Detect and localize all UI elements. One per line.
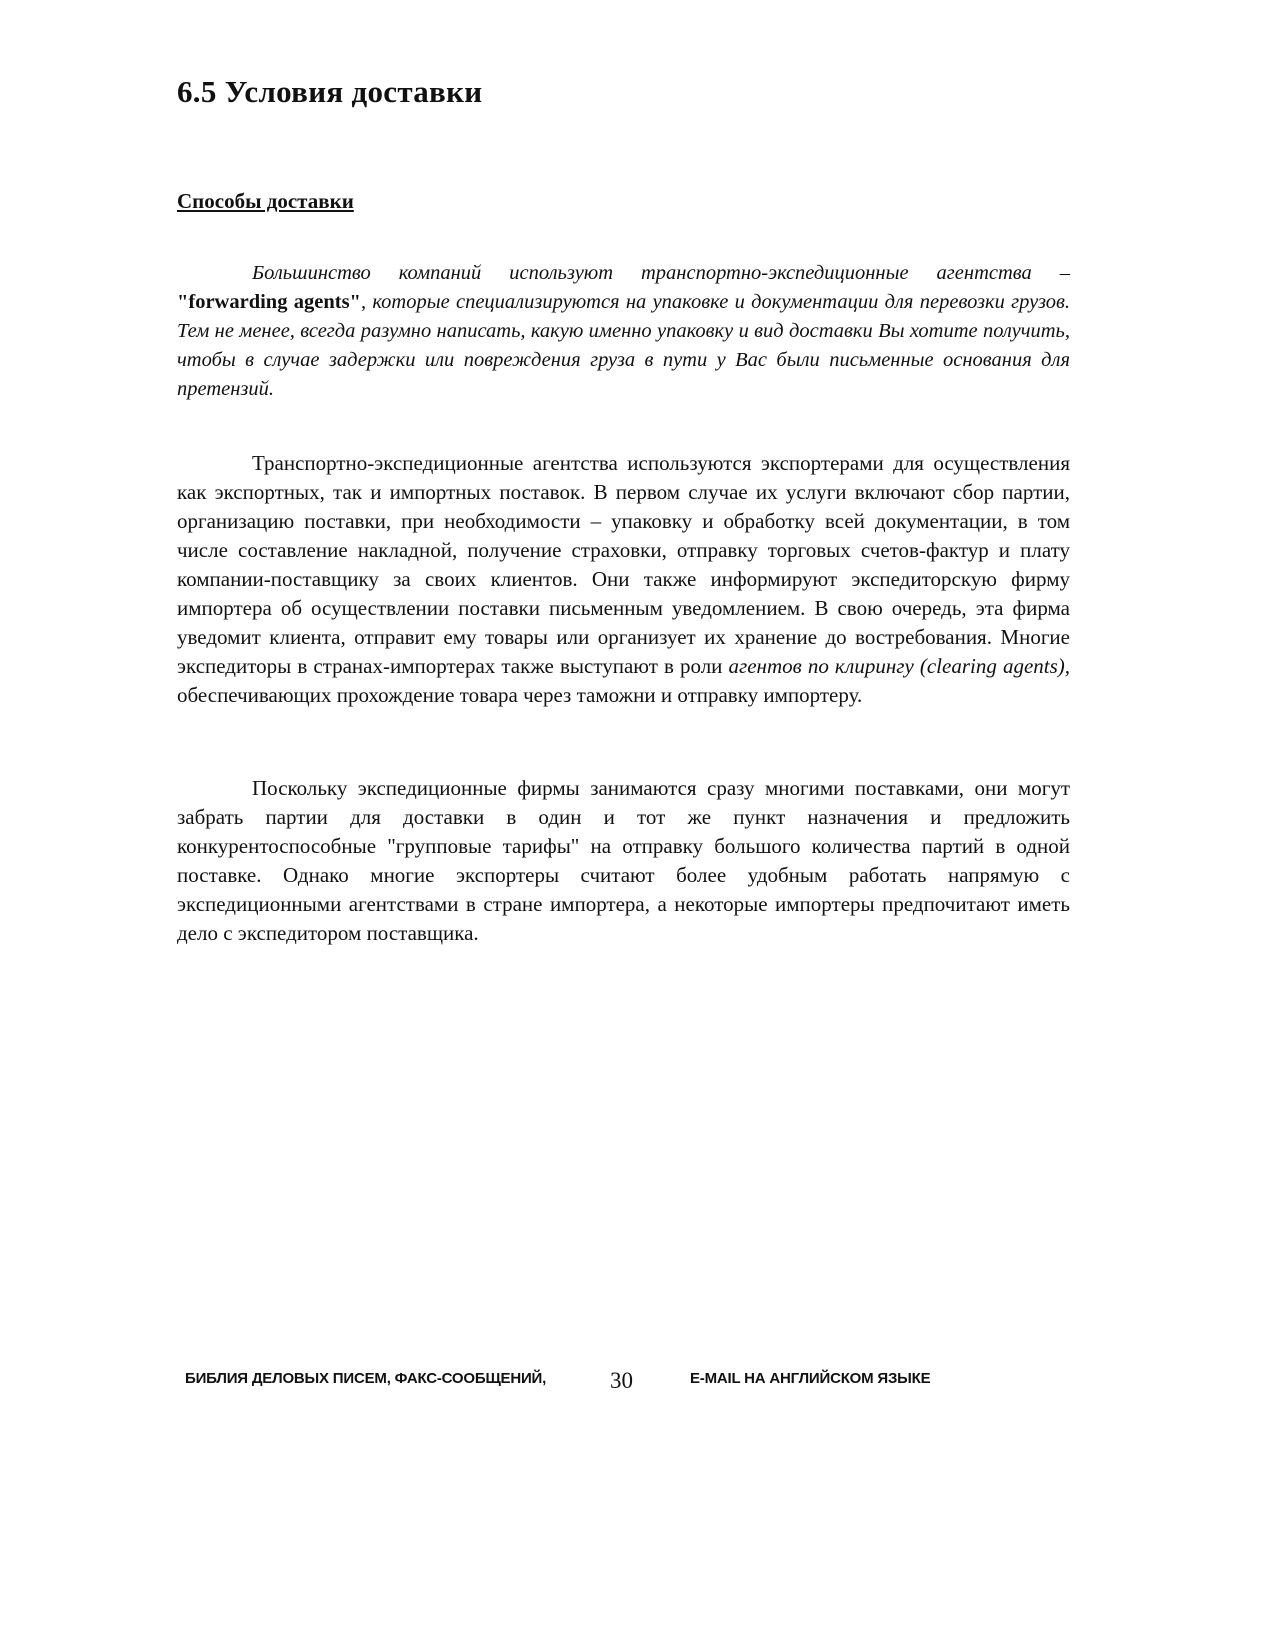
italic-intro-paragraph (177, 259, 1070, 404)
italic-intro-text-end: , которые специализируются на упаковке и документации для перевозки грузов. Тем не менее, всегда разумно написать, какую именно упаковку и вид доставки Вы хотите получить, чтобы в случае задержки или повреждения груза в пути у Вас были письменные основания для претензий. (177, 291, 1070, 400)
section-title: 6.5 Условия доставки (177, 74, 483, 109)
body-paragraph-2: Поскольку экспедиционные фирмы занимаются сразу многими поставками, они могут забрать партии для доставки в один и тот же пункт назначения и предложить конкурентоспособные "групповые тарифы" на отправку большого количества партий в одной поставке. Однако многие экспортеры считают более удобным работать напрямую с экспедиционными агентствами в стране импортера, а некоторые импортеры предпочитают иметь дело с экспедитором поставщика. (177, 776, 1070, 945)
page-content (177, 72, 1071, 945)
body-paragraph-1-end: обеспечивающих прохождение товара через таможни и отправку импортеру. (177, 683, 863, 707)
footer-book-title-right: E-MAIL НА АНГЛИЙСКОМ ЯЗЫКЕ (690, 1370, 931, 1387)
clearing-agents-term: агентов по клирингу (clearing agents), (728, 654, 1071, 678)
page-number: 30 (610, 1368, 633, 1393)
italic-intro-text-start: Большинство компаний используют транспортно-экспедиционные агентства – (252, 262, 1070, 284)
forwarding-agents-term: "forwarding agents" (177, 291, 361, 313)
page-footer (185, 1364, 945, 1394)
body-paragraph-1-start: Транспортно-экспедиционные агентства используются экспортерами для осуществления как экспортных, так и импортных поставок. В первом случае их услуги включают сбор партии, организацию поставки, при необходимости – упаковку и обработку всей документации, в том числе составление накладной, получение страховки, отправку торговых счетов-фактур и плату компании-поставщику за своих клиентов. Они также информируют экспедиторскую фирму импортера об осуществлении поставки письменным уведомлением. В свою очередь, эта фирма уведомит клиента, отправит ему товары или организует их хранение до востребования. Многие экспедиторы в странах-импортерах также выступают в роли (177, 451, 1070, 678)
footer-book-title-left: БИБЛИЯ ДЕЛОВЫХ ПИСЕМ, ФАКС-СООБЩЕНИЙ, (185, 1370, 547, 1387)
body-paragraph-1 (177, 449, 1070, 710)
subsection-title: Способы доставки (177, 189, 354, 213)
